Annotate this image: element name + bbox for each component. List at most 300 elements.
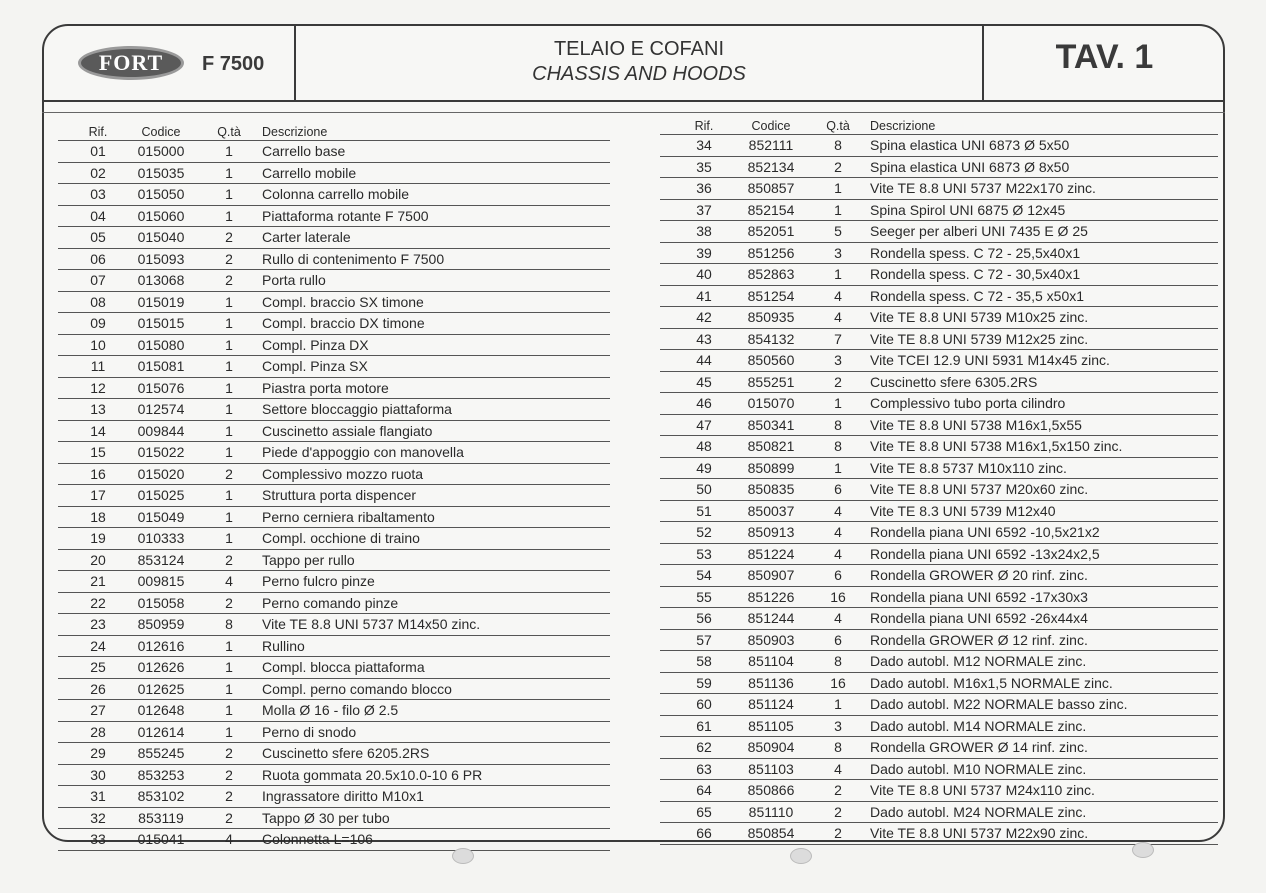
binder-hole bbox=[790, 848, 812, 864]
rif-cell: 35 bbox=[696, 158, 712, 175]
codice-cell: 015035 bbox=[137, 164, 185, 181]
parts-table-right bbox=[660, 116, 1218, 845]
rif-cell: 03 bbox=[90, 186, 106, 202]
codice-cell: 012616 bbox=[137, 637, 185, 654]
rif-cell: 10 bbox=[90, 336, 106, 353]
descrizione-cell: Rullo di contenimento F 7500 bbox=[262, 250, 445, 267]
table-row bbox=[660, 178, 1218, 200]
qta-cell: 1 bbox=[225, 444, 233, 460]
table-row bbox=[58, 743, 610, 765]
codice-cell: 851224 bbox=[747, 545, 795, 562]
descrizione-cell: Rullino bbox=[262, 637, 305, 654]
qta-cell: 2 bbox=[834, 782, 842, 798]
codice-cell: 850903 bbox=[747, 631, 795, 648]
qta-cell: 1 bbox=[225, 164, 233, 181]
rif-cell: 25 bbox=[90, 659, 106, 675]
qta-cell: 3 bbox=[834, 244, 842, 261]
descrizione-cell: Rondella piana UNI 6592 -13x24x2,5 bbox=[870, 545, 1100, 562]
table-row bbox=[58, 464, 610, 486]
codice-cell: 854132 bbox=[747, 330, 795, 347]
table-row bbox=[660, 415, 1218, 437]
qta-cell: 1 bbox=[225, 723, 233, 740]
table-row bbox=[660, 501, 1218, 523]
qta-cell: 2 bbox=[225, 766, 233, 783]
rif-cell: 22 bbox=[90, 594, 106, 611]
descrizione-cell: Perno comando pinze bbox=[262, 594, 399, 611]
qta-cell: 1 bbox=[225, 186, 233, 202]
qta-cell: 1 bbox=[225, 422, 233, 439]
descrizione-cell: Settore bloccaggio piattaforma bbox=[262, 401, 452, 417]
descrizione-cell: Vite TE 8.8 UNI 5737 M24x110 zinc. bbox=[870, 782, 1095, 798]
codice-cell: 015040 bbox=[137, 229, 185, 245]
column-header-descrizione: Descrizione bbox=[870, 119, 936, 133]
qta-cell: 4 bbox=[834, 502, 842, 519]
qta-cell: 1 bbox=[225, 680, 233, 697]
codice-cell: 015076 bbox=[137, 379, 185, 396]
column-header-qta: Q.tà bbox=[217, 125, 241, 139]
descrizione-cell: Rondella GROWER Ø 14 rinf. zinc. bbox=[870, 739, 1088, 755]
qta-cell: 1 bbox=[834, 459, 842, 476]
codice-cell: 850037 bbox=[747, 502, 795, 519]
descrizione-cell: Rondella piana UNI 6592 -26x44x4 bbox=[870, 610, 1088, 626]
codice-cell: 852154 bbox=[747, 201, 795, 218]
descrizione-cell: Vite TE 8.8 UNI 5737 M22x90 zinc. bbox=[870, 825, 1089, 841]
descrizione-cell: Carrello mobile bbox=[262, 164, 357, 181]
qta-cell: 2 bbox=[834, 825, 842, 841]
qta-cell: 4 bbox=[834, 287, 842, 304]
qta-cell: 4 bbox=[834, 309, 842, 325]
rif-cell: 41 bbox=[696, 287, 712, 304]
descrizione-cell: Piede d'appoggio con manovella bbox=[262, 444, 464, 460]
rif-cell: 31 bbox=[90, 788, 106, 804]
descrizione-cell: Dado autobl. M24 NORMALE zinc. bbox=[870, 803, 1087, 820]
qta-cell: 6 bbox=[834, 481, 842, 497]
table-row bbox=[58, 679, 610, 701]
codice-cell: 851124 bbox=[748, 696, 794, 712]
table-row bbox=[660, 372, 1218, 394]
rif-cell: 11 bbox=[90, 358, 106, 374]
descrizione-cell: Complessivo tubo porta cilindro bbox=[870, 395, 1066, 411]
table-row bbox=[58, 765, 610, 787]
codice-cell: 850866 bbox=[747, 782, 795, 798]
qta-cell: 1 bbox=[225, 487, 233, 503]
table-row bbox=[660, 759, 1218, 781]
column-header-qta: Q.tà bbox=[826, 119, 850, 133]
codice-cell: 015022 bbox=[137, 444, 185, 460]
codice-cell: 850835 bbox=[747, 481, 795, 497]
descrizione-cell: Vite TE 8.8 UNI 5737 M22x170 zinc. bbox=[870, 180, 1096, 196]
descrizione-cell: Vite TE 8.8 UNI 5737 M20x60 zinc. bbox=[870, 481, 1089, 497]
rif-cell: 34 bbox=[696, 137, 712, 153]
descrizione-cell: Rondella GROWER Ø 12 rinf. zinc. bbox=[870, 631, 1088, 648]
table-row bbox=[660, 329, 1218, 351]
rif-cell: 26 bbox=[90, 680, 106, 697]
qta-cell: 1 bbox=[225, 358, 233, 374]
table-row bbox=[58, 270, 610, 292]
table-row bbox=[660, 135, 1218, 157]
descrizione-cell: Compl. Pinza SX bbox=[262, 358, 368, 374]
descrizione-cell: Vite TE 8.3 UNI 5739 M12x40 bbox=[870, 502, 1056, 519]
table-row bbox=[58, 421, 610, 443]
rif-cell: 32 bbox=[90, 809, 106, 826]
qta-cell: 2 bbox=[834, 803, 842, 820]
descrizione-cell: Spina Spirol UNI 6875 Ø 12x45 bbox=[870, 201, 1066, 218]
codice-cell: 015058 bbox=[137, 594, 185, 611]
rif-cell: 63 bbox=[696, 760, 712, 777]
codice-cell: 015041 bbox=[137, 831, 185, 847]
qta-cell: 4 bbox=[225, 831, 233, 847]
codice-cell: 015070 bbox=[747, 395, 795, 411]
codice-cell: 012626 bbox=[137, 659, 185, 675]
table-row bbox=[58, 722, 610, 744]
qta-cell: 8 bbox=[834, 653, 842, 669]
qta-cell: 4 bbox=[834, 524, 842, 540]
qta-cell: 1 bbox=[834, 395, 842, 411]
rif-cell: 43 bbox=[696, 330, 712, 347]
descrizione-cell: Tappo per rullo bbox=[262, 551, 355, 568]
qta-cell: 16 bbox=[830, 588, 846, 605]
table-row bbox=[660, 651, 1218, 673]
codice-cell: 012648 bbox=[137, 702, 185, 718]
qta-cell: 1 bbox=[225, 637, 233, 654]
codice-cell: 850913 bbox=[747, 524, 795, 540]
rif-cell: 60 bbox=[696, 696, 712, 712]
codice-cell: 012614 bbox=[137, 723, 185, 740]
qta-cell: 8 bbox=[834, 137, 842, 153]
rif-cell: 17 bbox=[90, 487, 106, 503]
descrizione-cell: Struttura porta dispencer bbox=[262, 487, 417, 503]
codice-cell: 850907 bbox=[747, 567, 795, 583]
descrizione-cell: Rondella spess. C 72 - 30,5x40x1 bbox=[870, 266, 1081, 282]
table-row bbox=[660, 200, 1218, 222]
codice-cell: 853102 bbox=[137, 788, 185, 804]
table-row bbox=[58, 636, 610, 658]
rif-cell: 52 bbox=[696, 524, 712, 540]
descrizione-cell: Dado autobl. M16x1,5 NORMALE zinc. bbox=[870, 674, 1113, 691]
descrizione-cell: Cuscinetto assiale flangiato bbox=[262, 422, 433, 439]
qta-cell: 2 bbox=[225, 551, 233, 568]
table-row bbox=[660, 587, 1218, 609]
codice-cell: 015049 bbox=[137, 508, 185, 525]
table-row bbox=[58, 399, 610, 421]
rif-cell: 12 bbox=[90, 379, 106, 396]
rif-cell: 30 bbox=[90, 766, 106, 783]
table-row bbox=[58, 378, 610, 400]
codice-cell: 850904 bbox=[747, 739, 795, 755]
codice-cell: 851256 bbox=[747, 244, 795, 261]
codice-cell: 012574 bbox=[137, 401, 185, 417]
descrizione-cell: Ingrassatore diritto M10x1 bbox=[262, 788, 424, 804]
rif-cell: 40 bbox=[696, 266, 712, 282]
rif-cell: 53 bbox=[696, 545, 712, 562]
rif-cell: 59 bbox=[696, 674, 712, 691]
rif-cell: 58 bbox=[696, 653, 712, 669]
table-row bbox=[660, 823, 1218, 845]
table-row bbox=[660, 221, 1218, 243]
rif-cell: 65 bbox=[696, 803, 712, 820]
rif-cell: 29 bbox=[90, 745, 106, 761]
codice-cell: 015093 bbox=[137, 250, 185, 267]
rif-cell: 50 bbox=[696, 481, 712, 497]
descrizione-cell: Rondella piana UNI 6592 -10,5x21x2 bbox=[870, 524, 1100, 540]
descrizione-cell: Ruota gommata 20.5x10.0-10 6 PR bbox=[262, 766, 483, 783]
qta-cell: 8 bbox=[834, 438, 842, 454]
descrizione-cell: Compl. occhione di traino bbox=[262, 530, 420, 546]
descrizione-cell: Cuscinetto sfere 6305.2RS bbox=[870, 373, 1038, 390]
column-header-rif: Rif. bbox=[694, 119, 714, 133]
qta-cell: 8 bbox=[834, 739, 842, 755]
table-row bbox=[660, 264, 1218, 286]
codice-cell: 855245 bbox=[137, 745, 185, 761]
table-row bbox=[660, 802, 1218, 824]
table-row bbox=[660, 694, 1218, 716]
rif-cell: 47 bbox=[696, 416, 712, 433]
table-row bbox=[660, 307, 1218, 329]
table-row bbox=[58, 507, 610, 529]
rif-cell: 37 bbox=[696, 201, 712, 218]
descrizione-cell: Compl. braccio DX timone bbox=[262, 315, 425, 331]
table-row bbox=[660, 716, 1218, 738]
rif-cell: 18 bbox=[90, 508, 106, 525]
descrizione-cell: Colonnetta L=106 bbox=[262, 831, 373, 847]
qta-cell: 4 bbox=[834, 760, 842, 777]
rif-cell: 08 bbox=[90, 293, 106, 310]
qta-cell: 1 bbox=[225, 379, 233, 396]
column-header-codice: Codice bbox=[141, 125, 181, 139]
qta-cell: 1 bbox=[225, 143, 233, 159]
rif-cell: 62 bbox=[696, 739, 712, 755]
qta-cell: 1 bbox=[834, 180, 842, 196]
qta-cell: 7 bbox=[834, 330, 842, 347]
qta-cell: 3 bbox=[834, 352, 842, 368]
table-row bbox=[660, 479, 1218, 501]
column-header-codice: Codice bbox=[751, 119, 791, 133]
descrizione-cell: Carrello base bbox=[262, 143, 346, 159]
descrizione-cell: Vite TE 8.8 UNI 5739 M12x25 zinc. bbox=[870, 330, 1089, 347]
table-row bbox=[58, 786, 610, 808]
rif-cell: 28 bbox=[90, 723, 106, 740]
codice-cell: 852863 bbox=[747, 266, 795, 282]
descrizione-cell: Vite TE 8.8 UNI 5738 M16x1,5x55 bbox=[870, 416, 1082, 433]
qta-cell: 16 bbox=[830, 674, 846, 691]
codice-cell: 015025 bbox=[137, 487, 185, 503]
table-header-row bbox=[58, 122, 610, 141]
rif-cell: 15 bbox=[90, 444, 106, 460]
rif-cell: 23 bbox=[90, 616, 106, 632]
rif-cell: 20 bbox=[90, 551, 106, 568]
rif-cell: 56 bbox=[696, 610, 712, 626]
descrizione-cell: Perno fulcro pinze bbox=[262, 573, 375, 589]
rif-cell: 14 bbox=[90, 422, 106, 439]
qta-cell: 1 bbox=[834, 696, 842, 712]
table-row bbox=[660, 458, 1218, 480]
codice-cell: 012625 bbox=[137, 680, 185, 697]
table-row bbox=[58, 485, 610, 507]
table-row bbox=[660, 286, 1218, 308]
codice-cell: 850899 bbox=[747, 459, 795, 476]
table-row bbox=[58, 808, 610, 830]
rif-cell: 54 bbox=[696, 567, 712, 583]
rif-cell: 19 bbox=[90, 530, 106, 546]
table-row bbox=[58, 593, 610, 615]
codice-cell: 015080 bbox=[137, 336, 185, 353]
codice-cell: 850341 bbox=[747, 416, 795, 433]
table-row bbox=[58, 206, 610, 228]
rif-cell: 04 bbox=[90, 207, 106, 224]
qta-cell: 2 bbox=[225, 272, 233, 288]
descrizione-cell: Compl. blocca piattaforma bbox=[262, 659, 425, 675]
qta-cell: 2 bbox=[225, 809, 233, 826]
descrizione-cell: Molla Ø 16 - filo Ø 2.5 bbox=[262, 702, 399, 718]
table-row bbox=[58, 829, 610, 851]
table-row bbox=[660, 737, 1218, 759]
qta-cell: 2 bbox=[225, 745, 233, 761]
codice-cell: 015019 bbox=[137, 293, 185, 310]
descrizione-cell: Vite TCEI 12.9 UNI 5931 M14x45 zinc. bbox=[870, 352, 1110, 368]
qta-cell: 5 bbox=[834, 223, 842, 239]
qta-cell: 2 bbox=[834, 158, 842, 175]
qta-cell: 1 bbox=[225, 207, 233, 224]
model-name: F 7500 bbox=[202, 53, 265, 75]
rif-cell: 55 bbox=[696, 588, 712, 605]
codice-cell: 015081 bbox=[137, 358, 185, 374]
codice-cell: 009844 bbox=[137, 422, 185, 439]
descrizione-cell: Perno di snodo bbox=[262, 723, 357, 740]
descrizione-cell: Dado autobl. M10 NORMALE zinc. bbox=[870, 760, 1087, 777]
rif-cell: 42 bbox=[696, 309, 712, 325]
table-row bbox=[58, 249, 610, 271]
codice-cell: 852134 bbox=[747, 158, 795, 175]
table-row bbox=[660, 544, 1218, 566]
codice-cell: 850959 bbox=[137, 616, 185, 632]
qta-cell: 1 bbox=[225, 315, 233, 331]
codice-cell: 850821 bbox=[747, 438, 795, 454]
qta-cell: 2 bbox=[225, 594, 233, 611]
table-row bbox=[58, 571, 610, 593]
descrizione-cell: Spina elastica UNI 6873 Ø 8x50 bbox=[870, 158, 1070, 175]
codice-cell: 015060 bbox=[137, 207, 185, 224]
qta-cell: 2 bbox=[225, 788, 233, 804]
descrizione-cell: Rondella spess. C 72 - 25,5x40x1 bbox=[870, 244, 1081, 261]
descrizione-cell: Dado autobl. M22 NORMALE basso zinc. bbox=[870, 696, 1128, 712]
codice-cell: 013068 bbox=[137, 272, 185, 288]
codice-cell: 850560 bbox=[747, 352, 795, 368]
descrizione-cell: Spina elastica UNI 6873 Ø 5x50 bbox=[870, 137, 1070, 153]
table-row bbox=[660, 243, 1218, 265]
descrizione-cell: Vite TE 8.8 UNI 5737 M14x50 zinc. bbox=[262, 616, 481, 632]
qta-cell: 1 bbox=[225, 530, 233, 546]
codice-cell: 852111 bbox=[748, 137, 794, 153]
descrizione-cell: Rondella GROWER Ø 20 rinf. zinc. bbox=[870, 567, 1088, 583]
codice-cell: 853119 bbox=[138, 809, 184, 826]
rif-cell: 16 bbox=[90, 465, 106, 482]
table-row bbox=[660, 780, 1218, 802]
table-number: TAV. 1 bbox=[1055, 38, 1154, 76]
rif-cell: 02 bbox=[90, 164, 106, 181]
qta-cell: 2 bbox=[834, 373, 842, 390]
descrizione-cell: Colonna carrello mobile bbox=[262, 186, 410, 202]
table-row bbox=[660, 522, 1218, 544]
rif-cell: 51 bbox=[696, 502, 712, 519]
title-english: CHASSIS AND HOODS bbox=[532, 63, 746, 85]
descrizione-cell: Carter laterale bbox=[262, 229, 351, 245]
descrizione-cell: Vite TE 8.8 5737 M10x110 zinc. bbox=[870, 459, 1067, 476]
qta-cell: 6 bbox=[834, 567, 842, 583]
fort-logo bbox=[78, 46, 184, 80]
table-row bbox=[660, 157, 1218, 179]
table-row bbox=[58, 163, 610, 185]
rif-cell: 24 bbox=[90, 637, 106, 654]
column-header-rif: Rif. bbox=[88, 125, 108, 139]
codice-cell: 851103 bbox=[748, 760, 794, 777]
logo-text: FORT bbox=[98, 50, 164, 75]
codice-cell: 853124 bbox=[137, 551, 185, 568]
column-header-descrizione: Descrizione bbox=[262, 125, 328, 139]
qta-cell: 2 bbox=[225, 250, 233, 267]
table-row bbox=[58, 657, 610, 679]
qta-cell: 4 bbox=[225, 573, 233, 589]
qta-cell: 4 bbox=[834, 610, 842, 626]
codice-cell: 015000 bbox=[137, 143, 185, 159]
descrizione-cell: Piastra porta motore bbox=[262, 379, 389, 396]
codice-cell: 855251 bbox=[747, 373, 795, 390]
header bbox=[44, 26, 1223, 102]
binder-hole bbox=[452, 848, 474, 864]
descrizione-cell: Compl. Pinza DX bbox=[262, 336, 369, 353]
parts-table-left bbox=[58, 122, 610, 851]
rif-cell: 27 bbox=[90, 702, 106, 718]
codice-cell: 851244 bbox=[747, 610, 795, 626]
codice-cell: 851104 bbox=[748, 653, 794, 669]
qta-cell: 1 bbox=[834, 266, 842, 282]
descrizione-cell: Compl. perno comando blocco bbox=[262, 680, 452, 697]
qta-cell: 1 bbox=[225, 293, 233, 310]
title-italian: TELAIO E COFANI bbox=[553, 38, 725, 60]
binder-hole bbox=[1132, 842, 1154, 858]
table-header-row bbox=[660, 116, 1218, 135]
codice-cell: 853253 bbox=[137, 766, 185, 783]
codice-cell: 850854 bbox=[747, 825, 795, 841]
rif-cell: 09 bbox=[90, 315, 106, 331]
rif-cell: 13 bbox=[90, 401, 106, 417]
rif-cell: 44 bbox=[696, 352, 712, 368]
table-row bbox=[58, 292, 610, 314]
qta-cell: 1 bbox=[225, 508, 233, 525]
rif-cell: 21 bbox=[90, 573, 106, 589]
table-row bbox=[58, 528, 610, 550]
rif-cell: 57 bbox=[696, 631, 712, 648]
descrizione-cell: Rondella piana UNI 6592 -17x30x3 bbox=[870, 588, 1088, 605]
table-row bbox=[660, 565, 1218, 587]
descrizione-cell: Seeger per alberi UNI 7435 E Ø 25 bbox=[870, 223, 1088, 239]
table-row bbox=[660, 630, 1218, 652]
qta-cell: 1 bbox=[225, 336, 233, 353]
codice-cell: 851254 bbox=[747, 287, 795, 304]
qta-cell: 3 bbox=[834, 717, 842, 734]
table-row bbox=[660, 608, 1218, 630]
descrizione-cell: Dado autobl. M14 NORMALE zinc. bbox=[870, 717, 1087, 734]
table-row bbox=[660, 673, 1218, 695]
table-row bbox=[58, 442, 610, 464]
qta-cell: 1 bbox=[225, 659, 233, 675]
rif-cell: 33 bbox=[90, 831, 106, 847]
table-row bbox=[58, 700, 610, 722]
rif-cell: 46 bbox=[696, 395, 712, 411]
table-row bbox=[660, 350, 1218, 372]
qta-cell: 6 bbox=[834, 631, 842, 648]
codice-cell: 850935 bbox=[747, 309, 795, 325]
table-row bbox=[660, 393, 1218, 415]
